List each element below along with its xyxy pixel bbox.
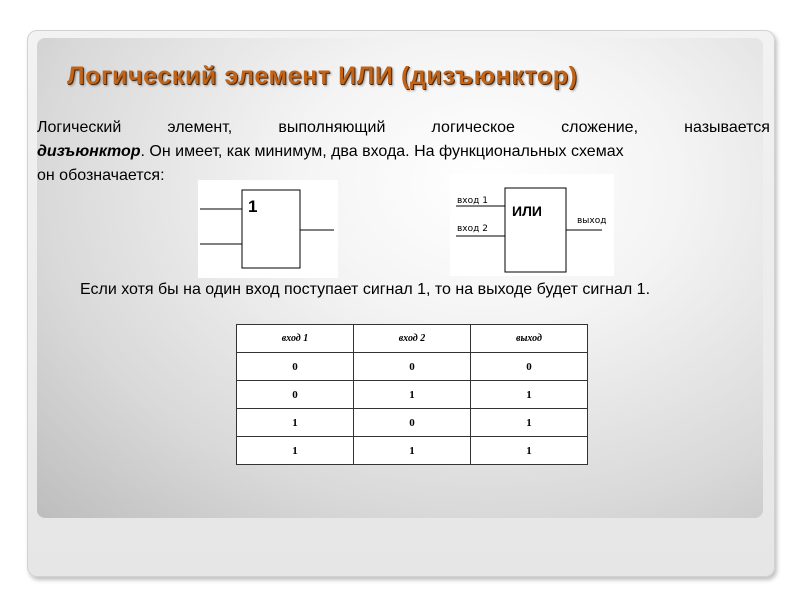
table-cell: 1 (471, 409, 588, 437)
table-cell: 0 (471, 353, 588, 381)
paragraph-line-2 (37, 140, 770, 164)
or-gate-diagram-labeled (450, 174, 614, 276)
table-cell: 1 (237, 437, 354, 465)
table-cell: 1 (354, 437, 471, 465)
table-row (237, 353, 588, 381)
table-cell: 1 (237, 409, 354, 437)
table-header-cell: вход 1 (237, 325, 354, 353)
gate-symbol: ИЛИ (512, 203, 542, 219)
table-header-cell: выход (471, 325, 588, 353)
paragraph-word: называется (684, 119, 770, 136)
slide-title: Логический элемент ИЛИ (дизъюнктор) (67, 62, 578, 90)
table-cell: 0 (354, 353, 471, 381)
paragraph-word: элемент, (167, 119, 233, 136)
input-1-label: вход 1 (457, 196, 488, 206)
table-cell: 0 (237, 381, 354, 409)
paragraph-word: логическое (431, 119, 515, 136)
truth-table (236, 324, 588, 465)
table-cell: 1 (354, 381, 471, 409)
paragraph-word: выполняющий (278, 119, 386, 136)
table-header-row (237, 325, 588, 353)
definition-paragraph (37, 116, 770, 188)
or-gate-diagram-iec (198, 180, 338, 278)
gate-box (505, 188, 566, 272)
or-gate-iec-svg (198, 180, 338, 278)
table-header-cell: вход 2 (354, 325, 471, 353)
paragraph-line-2-rest: . Он имеет, как минимум, два входа. На функциональных схемах (140, 143, 624, 160)
table-row (237, 437, 588, 465)
table-cell: 0 (354, 409, 471, 437)
paragraph-line-1 (37, 116, 770, 140)
table-row (237, 409, 588, 437)
or-gate-labeled-svg (450, 174, 614, 276)
paragraph-word: Логический (37, 119, 122, 136)
rule-sentence: Если хотя бы на один вход поступает сигнал 1, то на выходе будет сигнал 1. (80, 281, 651, 298)
output-label: выход (577, 216, 607, 226)
table-cell: 1 (471, 437, 588, 465)
input-2-label: вход 2 (457, 224, 488, 234)
term-disjunctor: дизъюнктор (37, 143, 141, 160)
table-cell: 0 (237, 353, 354, 381)
gate-symbol: 1 (248, 197, 258, 216)
paragraph-word: сложение, (561, 119, 639, 136)
table-row (237, 381, 588, 409)
paragraph-line-3: он обозначается: (37, 167, 165, 184)
table-cell: 1 (471, 381, 588, 409)
